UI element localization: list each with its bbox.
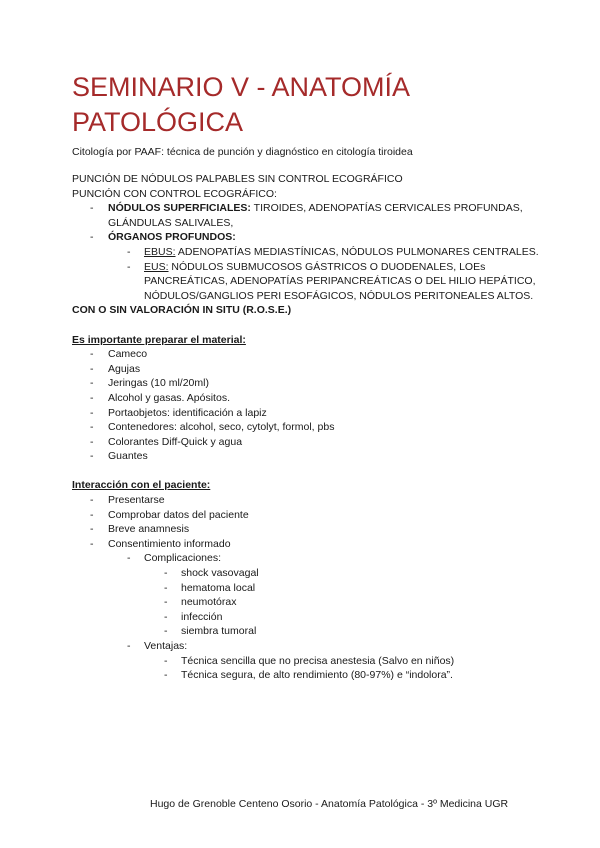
dash-bullet: - [164,669,168,682]
list-item [72,595,542,610]
page-title: SEMINARIO V - ANATOMÍA PATOLÓGICA [72,72,409,137]
material-item: Colorantes Diff-Quick y agua [108,435,243,448]
dash-bullet: - [164,610,168,623]
spacer [72,464,542,479]
list-item [72,391,542,406]
paciente-item: Comprobar datos del paciente [108,508,249,521]
list-item [72,537,542,552]
ventaja-item: Técnica segura, de alto rendimiento (80-97%) e “indolora”. [181,669,453,682]
dash-bullet: - [90,348,94,361]
dash-bullet: - [164,567,168,580]
material-item: Alcohol y gasas. Apósitos. [108,391,230,404]
complicacion-item: shock vasovagal [181,567,259,580]
dash-bullet: - [164,581,168,594]
dash-bullet: - [127,640,131,652]
complicacion-item: infección [181,610,223,623]
ventajas-label: Ventajas: [144,640,188,652]
dash-bullet: - [127,552,131,565]
paciente-item: Consentimiento informado [108,537,231,550]
list-item [72,624,542,639]
dash-bullet: - [90,508,94,521]
list-item [72,362,542,377]
material-item: Portaobjetos: identificación a lapiz [108,406,267,419]
list-item [72,420,542,435]
list-item [72,610,542,625]
list-item-ebus [72,245,542,260]
document-body [72,172,542,683]
dash-bullet: - [90,406,94,419]
dash-bullet: - [90,523,94,536]
material-item: Cameco [108,348,148,361]
list-item [72,668,542,683]
profundos-label: ÓRGANOS PROFUNDOS: [108,231,236,244]
paciente-item: Breve anamnesis [108,523,190,536]
dash-bullet: - [164,625,168,638]
spacer [72,318,542,333]
superficiales-label: NÓDULOS SUPERFICIALES: [108,202,251,215]
dash-bullet: - [90,362,94,375]
dash-bullet: - [90,494,94,507]
ventaja-item: Técnica sencilla que no precisa anestesia (Salvo en niños) [181,654,455,667]
material-heading: Es importante preparar el material: [72,333,246,346]
dash-bullet: - [127,260,131,273]
dash-bullet: - [90,421,94,434]
list-item [72,406,542,421]
dash-bullet: - [90,435,94,448]
intro-line-1: PUNCIÓN DE NÓDULOS PALPABLES SIN CONTROL ECOGRÁFICO [72,173,403,185]
paciente-list [72,493,542,683]
list-item [72,508,542,523]
material-item: Jeringas (10 ml/20ml) [108,377,209,390]
list-item [72,449,542,464]
list-item-profundos [72,230,542,245]
eus-text: NÓDULOS SUBMUCOSOS GÁSTRICOS O DUODENALES, LOEs PANCREÁTICAS, ADENOPATÍAS PERIPANCREÁTICAS O DEL HILIO HEPÁTICO, NÓDULOS/GANGLIOS PERI ESOFÁGICOS, NÓDULOS PERITONEALES ALTOS. [144,260,536,302]
dash-bullet: - [90,202,94,215]
list-item [72,435,542,450]
dash-bullet: - [164,654,168,667]
dash-bullet: - [90,450,94,463]
complicacion-item: siembra tumoral [181,625,257,638]
list-item-complicaciones [72,551,542,566]
list-item [72,566,542,581]
dash-bullet: - [127,245,131,258]
dash-bullet: - [90,231,94,244]
dash-bullet: - [164,596,168,609]
list-item-superficiales [72,201,542,230]
superficiales-text: TIROIDES, ADENOPATÍAS CERVICALES PROFUNDAS, GLÁNDULAS SALIVALES, [108,202,523,229]
dash-bullet: - [90,377,94,390]
paciente-item: Presentarse [108,494,165,507]
material-item: Agujas [108,362,141,375]
intro-line-2: PUNCIÓN CON CONTROL ECOGRÁFICO: [72,187,277,200]
list-item-ventajas [72,639,542,654]
dash-bullet: - [90,391,94,404]
paciente-heading: Interacción con el paciente: [72,479,211,492]
ebus-label: EBUS: [144,245,176,258]
list-item [72,376,542,391]
material-list [72,347,542,464]
material-item: Guantes [108,450,148,463]
ebus-text: ADENOPATÍAS MEDIASTÍNICAS, NÓDULOS PULMONARES CENTRALES. [175,245,539,258]
list-item [72,581,542,596]
complicaciones-label: Complicaciones: [144,552,222,565]
page-subtitle: Citología por PAAF: técnica de punción y diagnóstico en citología tiroidea [72,146,413,158]
eus-label: EUS: [144,260,169,273]
list-item [72,493,542,508]
rose-line: CON O SIN VALORACIÓN IN SITU (R.O.S.E.) [72,304,292,317]
list-item-eus [72,260,542,304]
dash-bullet: - [90,537,94,550]
list-item [72,654,542,669]
list-item [72,522,542,537]
complicacion-item: hematoma local [181,581,256,594]
page-footer: Hugo de Grenoble Centeno Osorio - Anatomía Patológica - 3º Medicina UGR [150,798,509,810]
material-item: Contenedores: alcohol, seco, cytolyt, formol, pbs [108,421,335,434]
list-item [72,347,542,362]
complicacion-item: neumotórax [181,596,237,609]
ecografico-list [72,201,542,303]
